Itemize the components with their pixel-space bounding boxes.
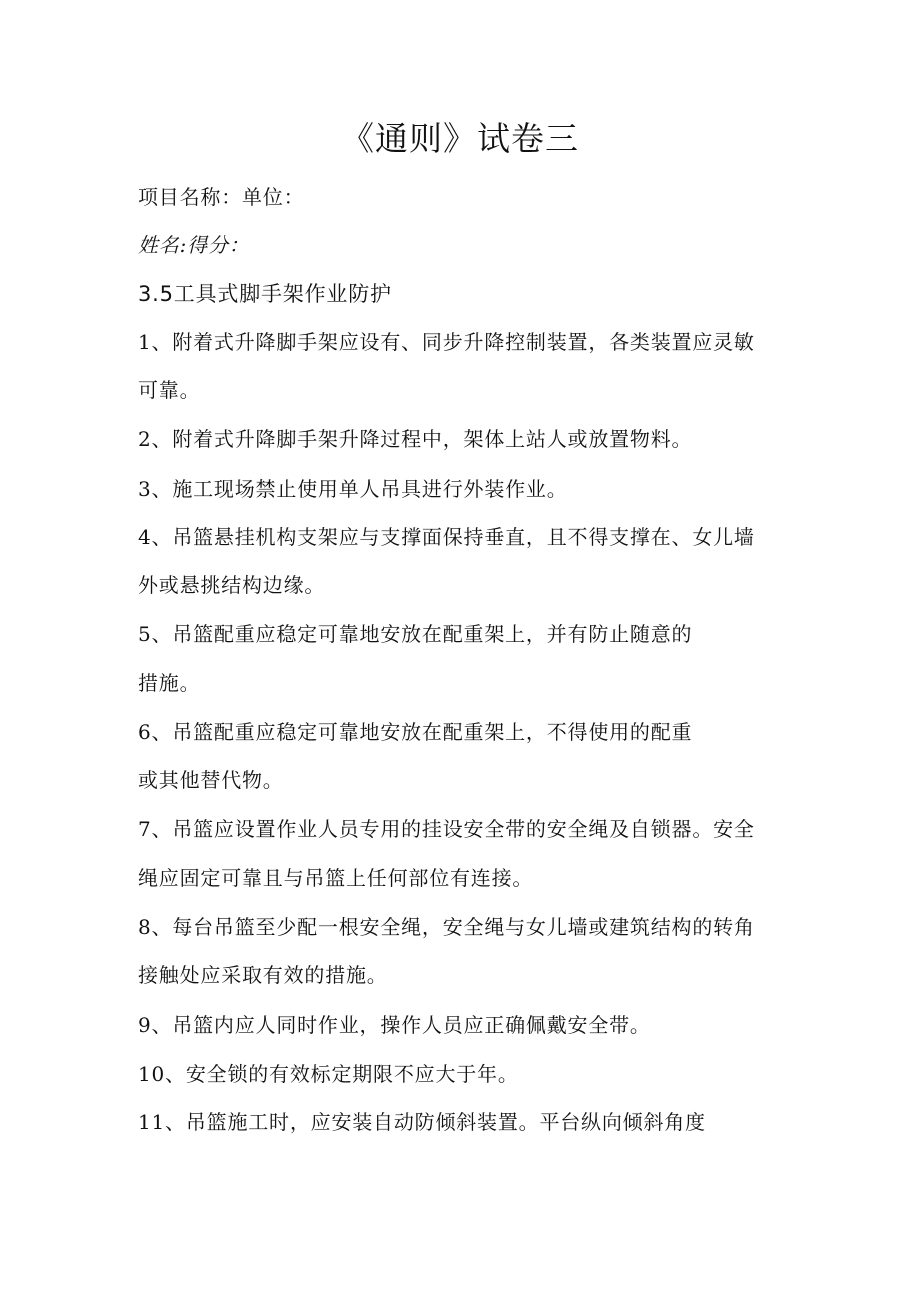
question-line: 外或悬挑结构边缘。 xyxy=(138,573,326,597)
question-line: 1、附着式升降脚手架应设有、同步升降控制装置，各类装置应灵敏 xyxy=(138,330,755,354)
name-score-line: 姓名:得分： xyxy=(138,233,250,257)
project-info-line: 项目名称：单位： xyxy=(138,185,305,209)
question-line: 绳应固定可靠且与吊篮上任何部位有连接。 xyxy=(138,866,534,890)
question-line: 6、吊篮配重应稳定可靠地安放在配重架上，不得使用的配重 xyxy=(138,720,693,744)
question-line: 4、吊篮悬挂机构支架应与支撑面保持垂直，且不得支撑在、女儿墙 xyxy=(138,525,755,549)
question-line: 可靠。 xyxy=(138,378,201,402)
question-line: 11、吊篮施工时，应安装自动防倾斜装置。平台纵向倾斜角度 xyxy=(138,1110,706,1134)
question-line: 接触处应采取有效的措施。 xyxy=(138,963,388,987)
question-line: 8、每台吊篮至少配一根安全绳，安全绳与女儿墙或建筑结构的转角 xyxy=(138,915,755,939)
section-heading: 3.5工具式脚手架作业防护 xyxy=(138,282,392,306)
question-line: 5、吊篮配重应稳定可靠地安放在配重架上，并有防止随意的 xyxy=(138,622,693,646)
question-line: 9、吊篮内应人同时作业，操作人员应正确佩戴安全带。 xyxy=(138,1013,651,1037)
document-title: 《通则》试卷三 xyxy=(341,119,579,158)
question-line: 10、安全锁的有效标定期限不应大于年。 xyxy=(138,1062,519,1086)
question-line: 或其他替代物。 xyxy=(138,768,284,792)
question-line: 措施。 xyxy=(138,671,201,695)
question-line: 2、附着式升降脚手架升降过程中，架体上站人或放置物料。 xyxy=(138,427,693,451)
question-line: 7、吊篮应设置作业人员专用的挂设安全带的安全绳及自锁器。安全 xyxy=(138,817,755,841)
question-line: 3、施工现场禁止使用单人吊具进行外装作业。 xyxy=(138,477,568,501)
